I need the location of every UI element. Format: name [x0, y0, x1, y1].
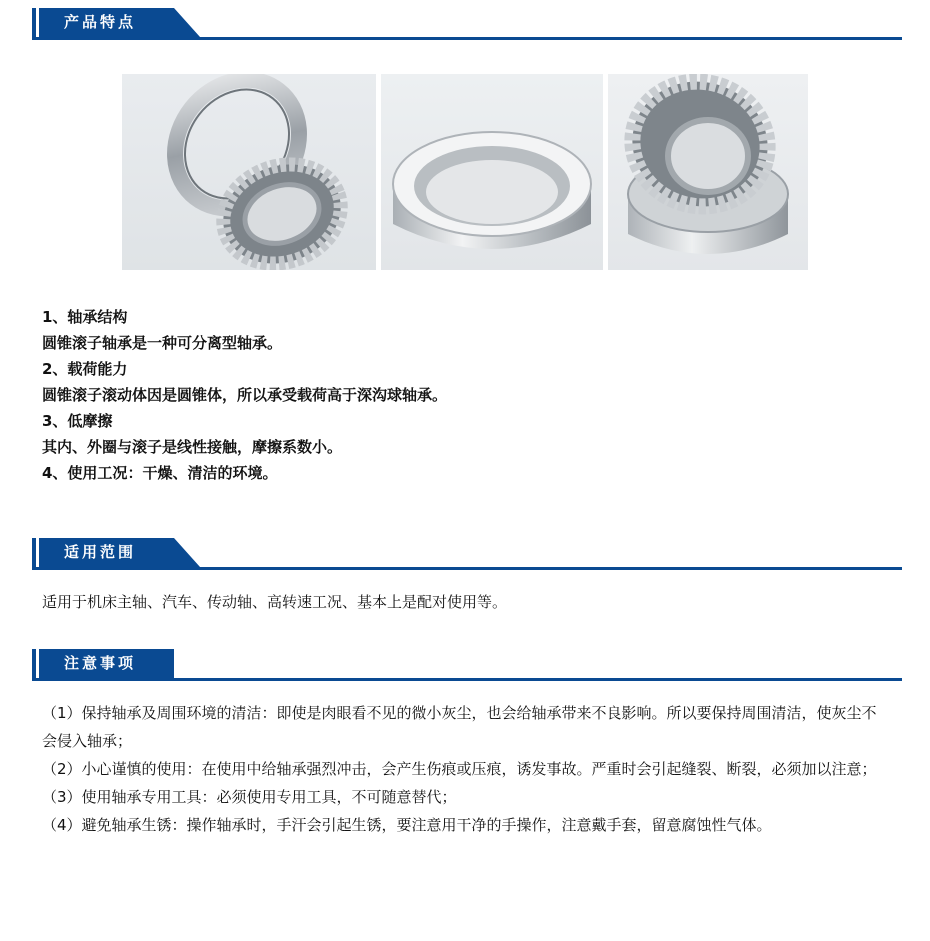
features-line-6: 其内、外圈与滚子是线性接触，摩擦系数小。	[42, 438, 343, 456]
section-header-notes	[32, 641, 902, 681]
section-tab	[32, 649, 174, 678]
scope-line: 适用于机床主轴、汽车、传动轴、高转速工况、基本上是配对使用等。	[42, 593, 508, 611]
features-line-1: 1、轴承结构	[42, 308, 128, 326]
tab-accent-bar	[36, 8, 39, 37]
bearing-photo-3	[608, 74, 808, 270]
section-rule	[32, 678, 902, 681]
tab-slant	[174, 8, 200, 37]
notes-list	[42, 699, 888, 839]
note-item-4: （4）避免轴承生锈：操作轴承时，手汗会引起生锈，要注意用干净的手操作，注意戴手套，留意腐蚀性气体。	[42, 816, 772, 834]
scope-text	[42, 589, 507, 615]
section-header-scope	[32, 530, 902, 570]
bearing-photo-2	[381, 74, 603, 270]
features-line-5: 3、低摩擦	[42, 412, 113, 430]
section-rule	[32, 37, 902, 40]
section-title-scope: 适用范围	[64, 543, 137, 561]
section-title-notes: 注意事项	[64, 654, 137, 672]
tab-slant	[174, 538, 200, 567]
features-text	[42, 304, 447, 486]
section-tab	[32, 538, 174, 567]
note-item-3: （3）使用轴承专用工具：必须使用专用工具，不可随意替代；	[42, 788, 457, 806]
section-tab	[32, 8, 174, 37]
section-title-features: 产品特点	[64, 13, 137, 31]
section-rule	[32, 567, 902, 570]
features-line-3: 2、载荷能力	[42, 360, 128, 378]
features-line-7: 4、使用工况：干燥、清洁的环境。	[42, 464, 278, 482]
section-header-features	[32, 0, 902, 40]
tab-accent-bar	[36, 649, 39, 678]
tab-accent-bar	[36, 538, 39, 567]
bearing-photo-1	[122, 74, 376, 270]
features-line-4: 圆锥滚子滚动体因是圆锥体，所以承受载荷高于深沟球轴承。	[42, 386, 448, 404]
note-item-1: （1）保持轴承及周围环境的清洁：即使是肉眼看不见的微小灰尘，也会给轴承带来不良影响。所以要保持周围清洁，使灰尘不会侵入轴承；	[42, 704, 877, 750]
features-line-2: 圆锥滚子轴承是一种可分离型轴承。	[42, 334, 283, 352]
note-item-2: （2）小心谨慎的使用：在使用中给轴承强烈冲击，会产生伤痕或压痕，诱发事故。严重时会引起缝裂、断裂，必须加以注意；	[42, 760, 877, 778]
